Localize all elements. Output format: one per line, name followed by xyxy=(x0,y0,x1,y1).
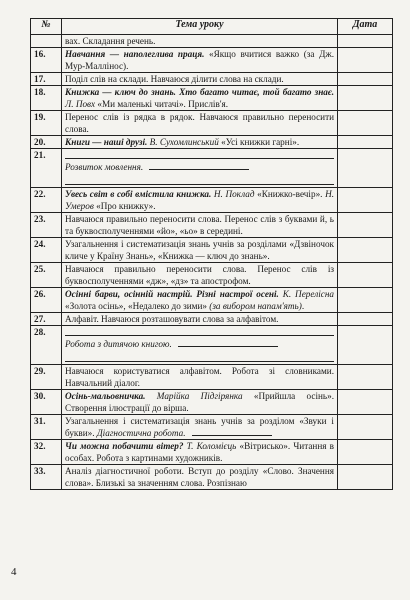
topic-text: Н. Поклад xyxy=(213,189,255,199)
lesson-number: 23. xyxy=(31,213,62,238)
lesson-date-cell[interactable] xyxy=(338,35,393,48)
lesson-topic xyxy=(62,238,338,263)
topic-text: Узагальнення і систематизація знань учнів за розділами «Дзвіночок кличе у Країну Знань», «Книжка — ключ до знань». xyxy=(65,239,334,261)
table-row xyxy=(31,213,393,238)
topic-text: «Якщо вчитися важко (за Дж. Мур-Маллінос). xyxy=(65,49,334,71)
lesson-number: 28. xyxy=(31,326,62,365)
lesson-topic xyxy=(62,35,338,48)
lesson-number: 22. xyxy=(31,188,62,213)
topic-text: Навчаюся правильно переносити слова. Перенос слів з буквами й, ь та буквосполученнями «йо», «ьо» в середині. xyxy=(65,214,334,236)
topic-text: Л. Повх xyxy=(65,99,96,109)
lesson-date-cell[interactable] xyxy=(338,440,393,465)
table-row xyxy=(31,149,393,188)
page-number: 4 xyxy=(11,566,17,578)
topic-text: Перенос слів із рядка в рядок. Навчаюся правильно переносити слова. xyxy=(65,112,334,134)
topic-text: Т. Коломієць xyxy=(186,441,237,451)
lesson-topic xyxy=(62,73,338,86)
blank-line xyxy=(178,338,278,347)
table-row xyxy=(31,73,393,86)
topic-text: Осінні барви, осінній настрій. Різні настрої осені. xyxy=(65,289,279,299)
header-number: № xyxy=(31,19,62,35)
table-header-row xyxy=(31,19,393,35)
lesson-plan-page xyxy=(30,18,392,490)
lesson-topic xyxy=(62,263,338,288)
lesson-number xyxy=(31,35,62,48)
topic-text: Увесь світ в собі вмістила книжка. xyxy=(65,189,212,199)
topic-text: «Книжко-вечір». xyxy=(254,189,326,199)
lesson-date-cell[interactable] xyxy=(338,415,393,440)
lesson-topic xyxy=(62,188,338,213)
topic-text: (за вибором напам'ять) xyxy=(209,301,302,311)
lesson-number: 30. xyxy=(31,390,62,415)
lesson-topic xyxy=(62,111,338,136)
lesson-topic xyxy=(62,313,338,326)
lesson-date-cell[interactable] xyxy=(338,111,393,136)
lesson-topic xyxy=(62,288,338,313)
lesson-date-cell[interactable] xyxy=(338,313,393,326)
lesson-number: 18. xyxy=(31,86,62,111)
topic-text xyxy=(145,391,156,401)
topic-text: «Прийшла осінь». Створення ілюстрації до вірша. xyxy=(65,391,335,413)
topic-text: Навчання — наполеглива праця. xyxy=(65,49,205,59)
lesson-number: 32. xyxy=(31,440,62,465)
table-row xyxy=(31,390,393,415)
table-row xyxy=(31,238,393,263)
lesson-number: 19. xyxy=(31,111,62,136)
lesson-number: 26. xyxy=(31,288,62,313)
lesson-number: 16. xyxy=(31,48,62,73)
topic-text: «Вітрисько». Читання в особах. Робота з картинами художників. xyxy=(65,441,334,463)
topic-text: Осінь-мальовничка. xyxy=(65,391,146,401)
table-row xyxy=(31,415,393,440)
table-row xyxy=(31,136,393,149)
blank-line xyxy=(65,326,334,336)
lesson-date-cell[interactable] xyxy=(338,238,393,263)
lesson-number: 21. xyxy=(31,149,62,188)
topic-text: Н. Умеров xyxy=(65,189,335,211)
topic-text: К. Перелісна xyxy=(282,289,334,299)
lesson-number: 20. xyxy=(31,136,62,149)
topic-text: Поділ слів на склади. Навчаюся ділити слова на склади. xyxy=(65,74,284,84)
table-row xyxy=(31,288,393,313)
topic-text: Чи можна побачити вітер? xyxy=(65,441,184,451)
lesson-date-cell[interactable] xyxy=(338,48,393,73)
lesson-date-cell[interactable] xyxy=(338,365,393,390)
topic-text: Діагностична робота. xyxy=(96,428,186,438)
table-row xyxy=(31,365,393,390)
lesson-date-cell[interactable] xyxy=(338,465,393,490)
topic-text: Робота з дитячою книгою. xyxy=(65,339,172,349)
topic-text: . xyxy=(301,301,305,311)
lesson-date-cell[interactable] xyxy=(338,149,393,188)
topic-text: Узагальнення і систематизація знань учнів за розділом «Звуки і букви». xyxy=(65,416,334,438)
lesson-date-cell[interactable] xyxy=(338,390,393,415)
topic-text: Навчаюся користуватися алфавітом. Робота зі словниками. Навчальний діалог. xyxy=(65,366,334,388)
lesson-date-cell[interactable] xyxy=(338,136,393,149)
topic-text: Книги — наші друзі. xyxy=(65,137,148,147)
lesson-topic xyxy=(62,48,338,73)
lesson-topic xyxy=(62,149,338,188)
lesson-topic xyxy=(62,136,338,149)
lesson-topic xyxy=(62,415,338,440)
lesson-number: 31. xyxy=(31,415,62,440)
lesson-number: 25. xyxy=(31,263,62,288)
lesson-date-cell[interactable] xyxy=(338,213,393,238)
lesson-date-cell[interactable] xyxy=(338,188,393,213)
table-row xyxy=(31,440,393,465)
lesson-date-cell[interactable] xyxy=(338,73,393,86)
lesson-number: 33. xyxy=(31,465,62,490)
topic-text: Книжка — ключ до знань. xyxy=(65,87,176,97)
table-row xyxy=(31,188,393,213)
table-row xyxy=(31,111,393,136)
lesson-date-cell[interactable] xyxy=(338,288,393,313)
topic-text: Аналіз діагностичної роботи. Вступ до розділу «Слово. Значення слова». Близькі за значенням слова. Розпізнаю xyxy=(65,466,334,488)
topic-text: «Золота осінь», «Недалеко до зими» xyxy=(65,301,210,311)
lesson-topic xyxy=(62,326,338,365)
topic-text: Алфавіт. Навчаюся розташовувати слова за алфавітом. xyxy=(65,314,279,324)
lesson-topic xyxy=(62,86,338,111)
lesson-topic xyxy=(62,365,338,390)
blank-line xyxy=(65,352,334,362)
topic-text: Навчаюся правильно переносити слова. Перенос слів із буквосполученнями «дж», «дз» та апострофом. xyxy=(65,264,334,286)
lesson-date-cell[interactable] xyxy=(338,263,393,288)
lesson-number: 17. xyxy=(31,73,62,86)
lesson-topic xyxy=(62,440,338,465)
topic-text: «Про книжку». xyxy=(93,201,156,211)
blank-line xyxy=(149,161,249,170)
topic-text: «Ми маленькі читачі». Прислів'я. xyxy=(95,99,229,109)
topic-text: Марійка Підгірянка xyxy=(156,391,243,401)
blank-line xyxy=(65,175,334,185)
lesson-topic xyxy=(62,390,338,415)
table-row xyxy=(31,86,393,111)
lesson-date-cell[interactable] xyxy=(338,86,393,111)
header-date: Дата xyxy=(338,19,393,35)
header-topic: Тема уроку xyxy=(62,19,338,35)
blank-line xyxy=(192,427,272,436)
table-row xyxy=(31,313,393,326)
table-row xyxy=(31,263,393,288)
topic-text: «Усі книжки гарні». xyxy=(218,137,300,147)
topic-text: Розвиток мовлення. xyxy=(65,162,144,172)
lesson-date-cell[interactable] xyxy=(338,326,393,365)
lesson-topic xyxy=(62,213,338,238)
table-row xyxy=(31,465,393,490)
lesson-plan-table xyxy=(30,18,393,490)
lesson-topic xyxy=(62,465,338,490)
table-row xyxy=(31,326,393,365)
table-row xyxy=(31,35,393,48)
topic-text: В. Сухомлинський xyxy=(149,137,219,147)
table-row xyxy=(31,48,393,73)
blank-line xyxy=(65,149,334,159)
lesson-number: 24. xyxy=(31,238,62,263)
table-body xyxy=(31,35,393,490)
topic-text: Хто багато читає, той багато знає. xyxy=(179,87,335,97)
topic-text: вах. Складання речень. xyxy=(65,36,156,46)
lesson-number: 27. xyxy=(31,313,62,326)
lesson-number: 29. xyxy=(31,365,62,390)
